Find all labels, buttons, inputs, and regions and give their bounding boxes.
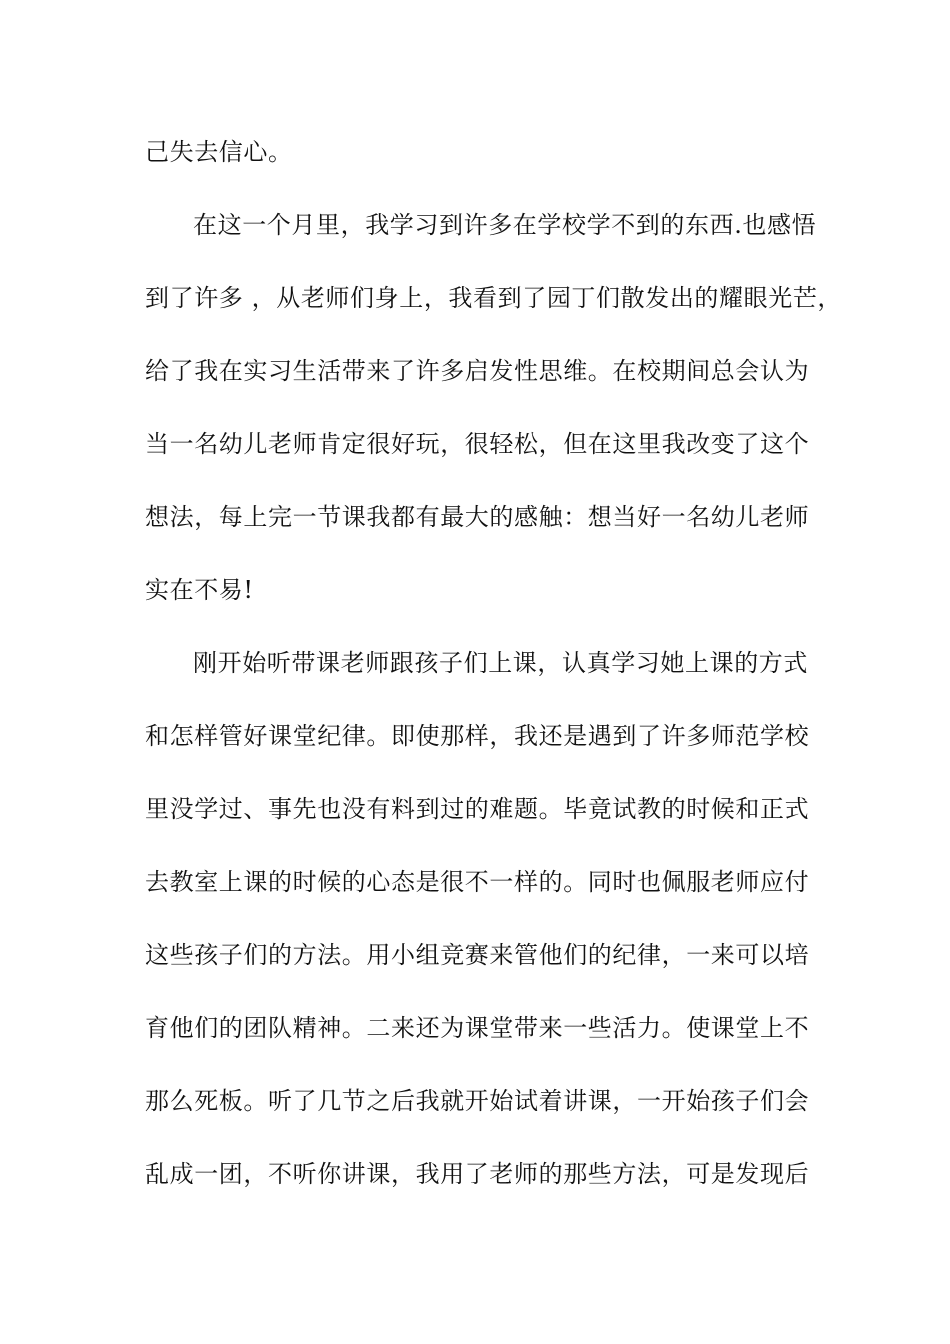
text-line: 当一名幼儿老师肯定很好玩，很轻松，但在这里我改变了这个 <box>145 430 810 458</box>
text-line: 想法，每上完一节课我都有最大的感触：想当好一名幼儿老师 <box>145 503 810 531</box>
paragraph-first-line: 刚开始听带课老师跟孩子们上课，认真学习她上课的方式 <box>193 649 808 677</box>
text-line: 那么死板。听了几节之后我就开始试着讲课，一开始孩子们会 <box>145 1087 810 1115</box>
text-line: 乱成一团，不听你讲课，我用了老师的那些方法，可是发现后 <box>145 1160 810 1188</box>
paragraph-first-line: 在这一个月里，我学习到许多在学校学不到的东西.也感悟 <box>193 211 817 239</box>
text-line: 给了我在实习生活带来了许多启发性思维。在校期间总会认为 <box>145 357 810 385</box>
text-line: 实在不易! <box>145 576 254 604</box>
text-line: 到了许多 ，从老师们身上，我看到了园丁们散发出的耀眼光芒， <box>145 284 843 312</box>
text-line: 己失去信心。 <box>145 138 293 166</box>
text-line: 育他们的团队精神。二来还为课堂带来一些活力。使课堂上不 <box>145 1014 810 1042</box>
text-line: 和怎样管好课堂纪律。即使那样，我还是遇到了许多师范学校 <box>145 722 810 750</box>
text-line: 这些孩子们的方法。用小组竞赛来管他们的纪律，一来可以培 <box>145 941 810 969</box>
text-line: 去教室上课的时候的心态是很不一样的。同时也佩服老师应付 <box>145 868 810 896</box>
text-line: 里没学过、事先也没有料到过的难题。毕竟试教的时候和正式 <box>145 795 810 823</box>
